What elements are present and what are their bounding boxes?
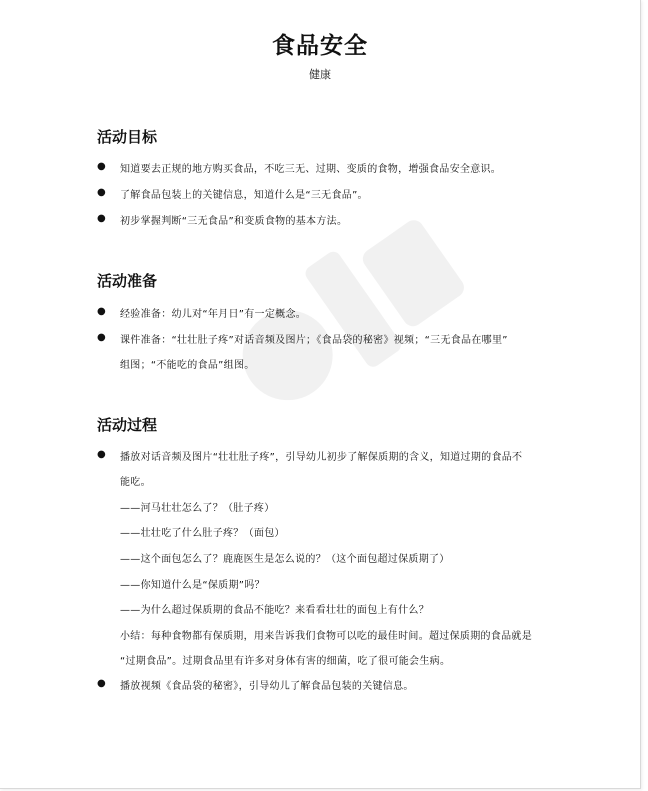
bullet-icon: ●: [97, 187, 106, 198]
bullet-icon: ●: [97, 332, 106, 343]
process-summary-cont: “过期食品”。过期食品里有许多对身体有害的细菌，吃了很可能会生病。: [120, 656, 451, 667]
process-question-4: ——你知道什么是“保质期”吗？: [120, 580, 265, 591]
page-subtitle: 健康: [309, 68, 331, 81]
section-heading-goals: 活动目标: [97, 128, 158, 146]
process-item-1-cont: 能吃。: [120, 477, 151, 488]
process-item-1: 播放对话音频及图片“壮壮肚子疼”，引导幼儿初步了解保质期的含义，知道过期的食品不: [120, 452, 523, 463]
bullet-icon: ●: [97, 449, 106, 460]
goals-item-1: 知道要去正规的地方购买食品，不吃三无、过期、变质的食物，增强食品安全意识。: [120, 164, 502, 175]
goals-item-3: 初步掌握判断“三无食品”和变质食物的基本方法。: [120, 216, 348, 227]
bullet-icon: ●: [97, 306, 106, 317]
section-heading-process: 活动过程: [97, 416, 158, 434]
section-heading-preparation: 活动准备: [97, 272, 158, 290]
preparation-item-1: 经验准备：幼儿对“年月日”有一定概念。: [120, 309, 307, 320]
process-question-3: ——这个面包怎么了？鹿鹿医生是怎么说的？（这个面包超过保质期了）: [120, 554, 450, 565]
process-question-5: ——为什么超过保质期的食品不能吃？来看看壮壮的面包上有什么？: [120, 605, 429, 616]
bullet-icon: ●: [97, 213, 106, 224]
goals-item-2: 了解食品包装上的关键信息，知道什么是“三无食品”。: [120, 190, 368, 201]
process-summary: 小结：每种食物都有保质期，用来告诉我们食物可以吃的最佳时间。超过保质期的食品就是: [120, 631, 532, 642]
bullet-icon: ●: [97, 678, 106, 689]
process-item-2: 播放视频《食品袋的秘密》，引导幼儿了解食品包装的关键信息。: [120, 681, 414, 692]
preparation-item-2-cont: 组图；“不能吃的食品”组图。: [120, 360, 255, 371]
bullet-icon: ●: [97, 161, 106, 172]
process-question-2: ——壮壮吃了什么肚子疼？（面包）: [120, 528, 285, 539]
page-title: 食品安全: [272, 33, 368, 59]
process-question-1: ——河马壮壮怎么了？（肚子疼）: [120, 503, 275, 514]
preparation-item-2: 课件准备：“壮壮肚子疼”对话音频及图片；《食品袋的秘密》视频；“三无食品在哪里”: [120, 335, 508, 346]
